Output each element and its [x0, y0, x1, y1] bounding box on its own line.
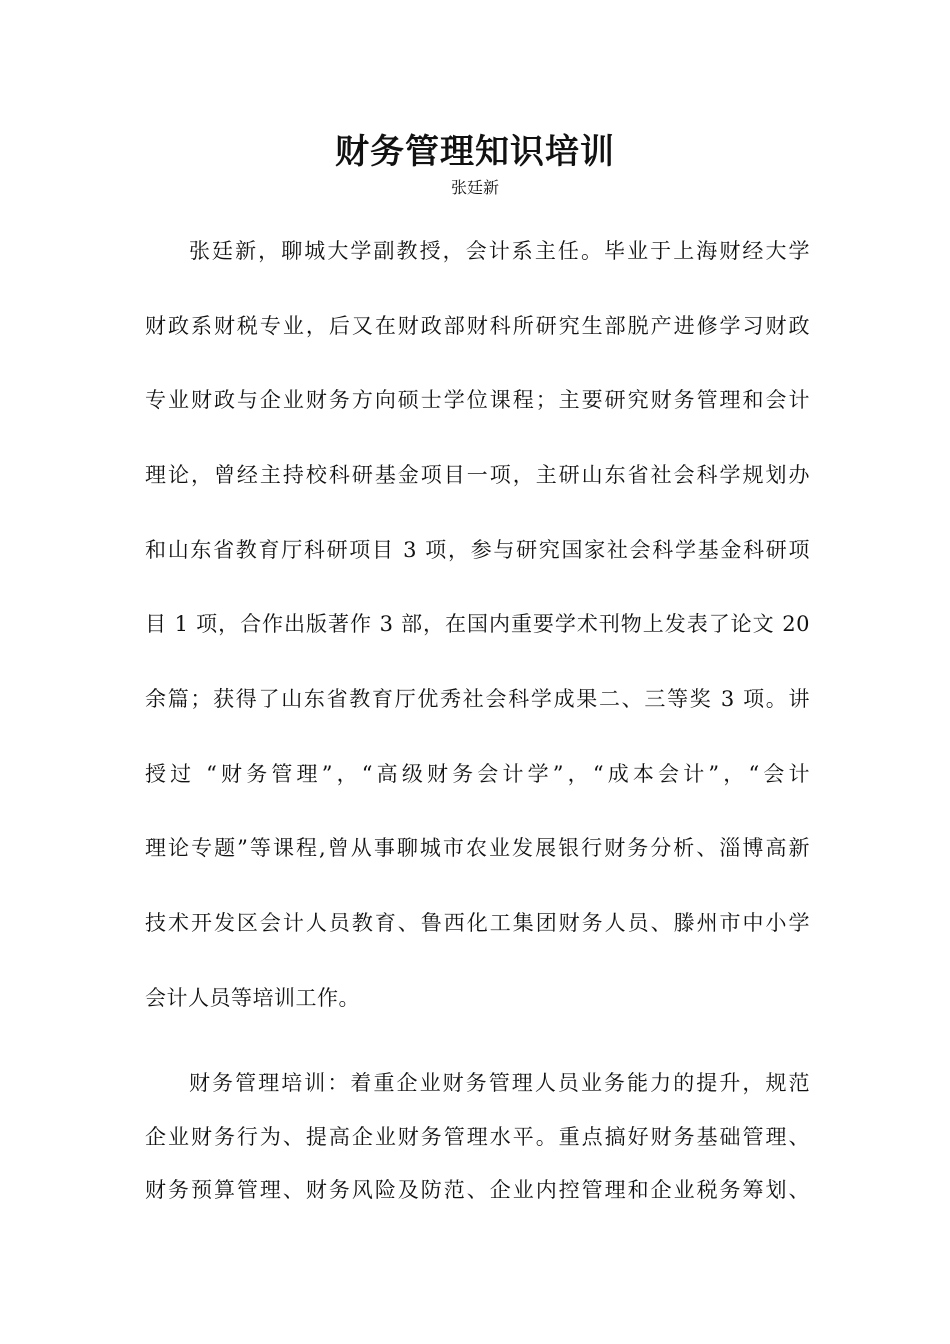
document-title: 财务管理知识培训: [335, 132, 615, 172]
document-author: 张廷新: [450, 178, 499, 197]
text-line: 余篇；获得了山东省教育厅优秀社会科学成果二、三等奖 3 项。讲: [145, 687, 810, 711]
text-line: 财政系财税专业，后又在财政部财科所研究生部脱产进修学习财政: [145, 314, 810, 338]
text-line: 授过 “财务管理”，“高级财务会计学”，“成本会计”，“会计: [145, 762, 810, 786]
text-line: 财务管理培训：着重企业财务管理人员业务能力的提升，规范: [189, 1071, 810, 1095]
text-line: 企业财务行为、提高企业财务管理水平。重点搞好财务基础管理、: [145, 1125, 810, 1149]
text-line: 理论专题”等课程,曾从事聊城市农业发展银行财务分析、淄博高新: [145, 836, 810, 860]
text-line: 技术开发区会计人员教育、鲁西化工集团财务人员、滕州市中小学: [145, 911, 810, 935]
text-line: 会计人员等培训工作。: [145, 986, 360, 1010]
text-line: 张廷新，聊城大学副教授，会计系主任。毕业于上海财经大学: [189, 239, 810, 263]
text-line: 目 1 项，合作出版著作 3 部，在国内重要学术刊物上发表了论文 20: [145, 612, 810, 636]
text-line: 理论，曾经主持校科研基金项目一项，主研山东省社会科学规划办: [145, 463, 810, 487]
text-line: 专业财政与企业财务方向硕士学位课程；主要研究财务管理和会计: [145, 388, 810, 412]
text-line: 和山东省教育厅科研项目 3 项，参与研究国家社会科学基金科研项: [145, 538, 810, 562]
text-line: 财务预算管理、财务风险及防范、企业内控管理和企业税务筹划、: [145, 1178, 810, 1202]
